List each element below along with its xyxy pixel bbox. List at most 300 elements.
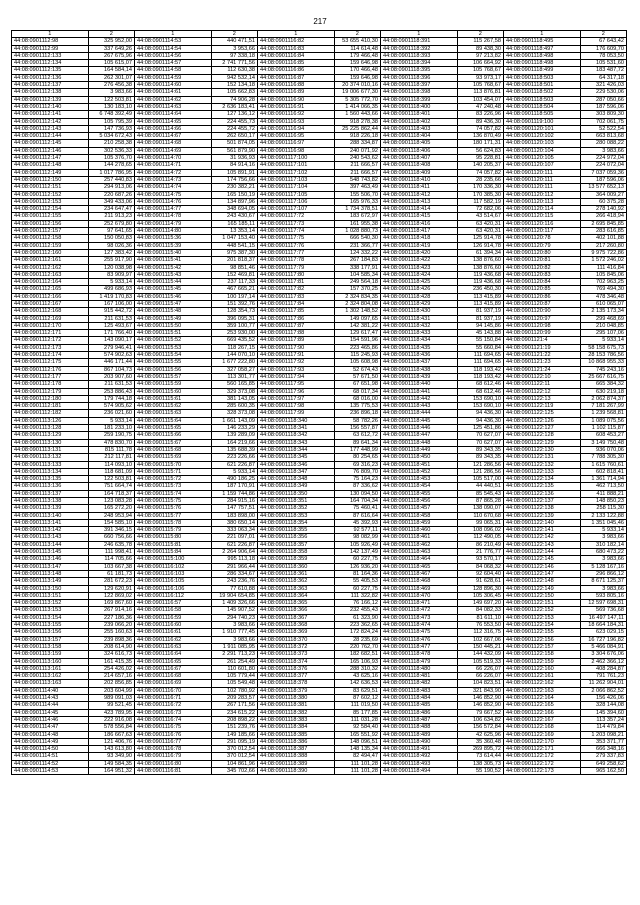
cadastral-number-cell: 44:08:0901118:347: [257, 468, 334, 475]
table-row: [12, 687, 627, 694]
value-cell: 89 438,30: [457, 45, 503, 52]
cadastral-number-cell: 44:08:0901118:407: [380, 155, 457, 162]
value-cell: 262 301,07: [88, 74, 134, 81]
cadastral-number-cell: 44:08:0901115:50: [134, 322, 211, 329]
cadastral-number-cell: 44:08:0901120:97: [503, 315, 580, 322]
value-cell: 74 906,28: [211, 96, 257, 103]
value-cell: 164 584,14: [88, 67, 134, 74]
cadastral-number-cell: 44:08:0901118:383: [257, 716, 334, 723]
value-cell: 25 667 616,75: [580, 373, 626, 380]
cadastral-number-cell: 44:08:0901114:46: [12, 716, 89, 723]
table-row: [12, 636, 627, 643]
cadastral-number-cell: 44:08:0901120:107: [503, 162, 580, 169]
value-cell: 252 679,80: [88, 220, 134, 227]
cadastral-number-cell: 44:08:0901118:494: [380, 767, 457, 774]
cadastral-number-cell: 44:08:0901115:71: [134, 468, 211, 475]
table-row: [12, 169, 627, 176]
value-cell: 97 213,82: [457, 52, 503, 59]
value-cell: 138 876,60: [457, 257, 503, 264]
value-cell: 291 095,19: [211, 738, 257, 745]
value-cell: 574 902,63: [88, 352, 134, 359]
cadastral-number-cell: 44:08:0901112:138: [12, 89, 89, 96]
value-cell: 183 487,72: [580, 67, 626, 74]
value-cell: 5 933,14: [580, 337, 626, 344]
cadastral-number-cell: 44:08:0901122:128: [503, 432, 580, 439]
value-cell: 149 584,35: [88, 760, 134, 767]
value-cell: 81 937,19: [457, 315, 503, 322]
cadastral-number-cell: 44:08:0901112:144: [12, 133, 89, 140]
cadastral-number-cell: 44:08:0901117:102: [257, 169, 334, 176]
value-cell: 1 409 326,66: [211, 600, 257, 607]
value-cell: 61 323,90: [334, 614, 380, 621]
cadastral-number-cell: 44:08:0901122:138: [503, 505, 580, 512]
value-cell: 278 140,92: [580, 206, 626, 213]
value-cell: 156 557,87: [334, 425, 380, 432]
value-cell: 154 591,96: [334, 337, 380, 344]
cadastral-number-cell: 44:08:0901116:77: [134, 738, 211, 745]
cadastral-number-cell: 44:08:0901118:368: [257, 622, 334, 629]
cadastral-number-cell: 44:08:0901113:148: [12, 570, 89, 577]
value-cell: 209 283,57: [211, 695, 257, 702]
value-cell: 254 426,02: [88, 665, 134, 672]
value-cell: 105 891,91: [211, 169, 257, 176]
cadastral-number-cell: 44:08:0901113:152: [12, 600, 89, 607]
cadastral-value-table: [11, 30, 627, 775]
cadastral-number-cell: 44:08:0901118:351: [257, 498, 334, 505]
cadastral-number-cell: 44:08:0901116:64: [134, 651, 211, 658]
value-cell: 80 254,65: [334, 454, 380, 461]
value-cell: 5 305 772,70: [334, 96, 380, 103]
value-cell: 172 824,24: [334, 629, 380, 636]
cadastral-number-cell: 44:08:0901118:448: [380, 439, 457, 446]
cadastral-number-cell: 44:08:0901118:395: [380, 67, 457, 74]
value-cell: 114 614,48: [334, 45, 380, 52]
value-cell: 105 531,60: [580, 60, 626, 67]
cadastral-number-cell: 44:08:0901118:356: [257, 534, 334, 541]
value-cell: 142 636,53: [334, 680, 380, 687]
value-cell: 99 065,31: [457, 519, 503, 526]
value-cell: 187 596,06: [580, 103, 626, 110]
table-row: [12, 308, 627, 315]
cadastral-number-cell: 44:08:0901118:343: [257, 439, 334, 446]
value-cell: 148 096,51: [334, 738, 380, 745]
value-cell: 224 455,73: [211, 118, 257, 125]
value-cell: 142 381,22: [334, 322, 380, 329]
value-cell: 150 050,83: [88, 235, 134, 242]
value-cell: 113 357,24: [580, 716, 626, 723]
value-cell: 106 634,82: [457, 716, 503, 723]
cadastral-number-cell: 44:08:0901117:90: [257, 344, 334, 351]
cadastral-number-cell: 44:08:0901118:474: [380, 622, 457, 629]
table-row: [12, 403, 627, 410]
cadastral-number-cell: 44:08:0901116:92: [257, 111, 334, 118]
value-cell: 222 916,08: [88, 716, 134, 723]
value-cell: 230 382,21: [211, 184, 257, 191]
value-cell: 61 181,73: [88, 570, 134, 577]
value-cell: 105 768,67: [457, 82, 503, 89]
value-cell: 3 953,66: [211, 45, 257, 52]
cadastral-number-cell: 44:08:0901112:153: [12, 198, 89, 205]
value-cell: 13 577 652,13: [580, 184, 626, 191]
value-cell: 164 704,34: [334, 498, 380, 505]
cadastral-number-cell: 44:08:0901112:98: [12, 38, 89, 45]
cadastral-number-cell: 44:08:0901118:449: [380, 446, 457, 453]
value-cell: 149 697,20: [457, 600, 503, 607]
cadastral-number-cell: 44:08:0901114:50: [12, 746, 89, 753]
cadastral-number-cell: 44:08:0901118:451: [380, 461, 457, 468]
cadastral-number-cell: 44:08:0901122:154: [503, 622, 580, 629]
cadastral-number-cell: 44:08:0901116:112: [134, 592, 211, 599]
value-cell: 135 775,53: [334, 403, 380, 410]
cadastral-number-cell: 44:08:0901116:58: [134, 607, 211, 614]
value-cell: 1 414 066,35: [334, 103, 380, 110]
cadastral-number-cell: 44:08:0901117:82: [257, 286, 334, 293]
cadastral-number-cell: 44:08:0901120:84: [503, 279, 580, 286]
table-row: [12, 184, 627, 191]
value-cell: 105 608,98: [334, 359, 380, 366]
value-cell: 112 490,05: [457, 534, 503, 541]
cadastral-number-cell: 44:08:0901118:402: [380, 118, 457, 125]
cadastral-number-cell: 44:08:0901112:178: [12, 381, 89, 388]
cadastral-number-cell: 44:08:0901116:89: [257, 89, 334, 96]
value-cell: 2 066 862,52: [580, 687, 626, 694]
value-cell: 117 582,19: [457, 198, 503, 205]
cadastral-number-cell: 44:08:0901118:396: [380, 74, 457, 81]
value-cell: 100 197,14: [211, 293, 257, 300]
cadastral-number-cell: 44:08:0901118:495: [503, 38, 580, 45]
value-cell: 105 845,06: [580, 271, 626, 278]
cadastral-number-cell: 44:08:0901115:59: [134, 381, 211, 388]
cadastral-number-cell: 44:08:0901115:43: [134, 271, 211, 278]
value-cell: 295 107,06: [580, 330, 626, 337]
value-cell: 223 465,86: [334, 344, 380, 351]
cadastral-number-cell: 44:08:0901112:136: [12, 74, 89, 81]
value-cell: 236 021,60: [88, 410, 134, 417]
cadastral-number-cell: 44:08:0901118:442: [380, 395, 457, 402]
value-cell: 176 609,70: [580, 45, 626, 52]
cadastral-number-cell: 44:08:0901118:505: [503, 111, 580, 118]
value-cell: 396 095,31: [211, 315, 257, 322]
value-cell: 5 034 672,43: [88, 133, 134, 140]
cadastral-number-cell: 44:08:0901114:77: [134, 206, 211, 213]
table-row: [12, 330, 627, 337]
table-row: [12, 585, 627, 592]
value-cell: 181 233,10: [88, 425, 134, 432]
cadastral-number-cell: 44:08:0901118:502: [503, 89, 580, 96]
table-row: [12, 249, 627, 256]
value-cell: 111 998,41: [88, 549, 134, 556]
cadastral-number-cell: 44:08:0901118:348: [257, 476, 334, 483]
cadastral-number-cell: 44:08:0901118:418: [380, 235, 457, 242]
value-cell: 2 695 845,85: [580, 220, 626, 227]
table-row: [12, 322, 627, 329]
value-cell: 234 647,47: [88, 206, 134, 213]
value-cell: 1 361 714,94: [580, 476, 626, 483]
value-cell: 78 053,50: [580, 52, 626, 59]
cadastral-number-cell: 44:08:0901115:48: [134, 308, 211, 315]
cadastral-number-cell: 44:08:0901118:429: [380, 300, 457, 307]
value-cell: 60 227,75: [334, 556, 380, 563]
cadastral-number-cell: 44:08:0901118:493: [380, 760, 457, 767]
table-row: [12, 235, 627, 242]
value-cell: 148 135,34: [334, 746, 380, 753]
value-cell: 89 436,30: [457, 118, 503, 125]
cadastral-number-cell: 44:08:0901118:400: [380, 103, 457, 110]
value-cell: 5 933,14: [88, 279, 134, 286]
cadastral-number-cell: 44:08:0901122:169: [503, 731, 580, 738]
value-cell: 130 183,10: [88, 103, 134, 110]
value-cell: 3 983,66: [580, 556, 626, 563]
value-cell: 867 104,73: [88, 366, 134, 373]
table-body: [12, 38, 627, 775]
page-number: 217: [313, 17, 327, 26]
cadastral-number-cell: 44:08:0901118:497: [503, 45, 580, 52]
value-cell: 28 153 786,56: [580, 352, 626, 359]
value-cell: 287 050,66: [580, 96, 626, 103]
value-cell: 1 203 098,21: [580, 731, 626, 738]
value-cell: 918 226,18: [334, 133, 380, 140]
cadastral-number-cell: 44:08:0901115:47: [134, 300, 211, 307]
value-cell: 915 442,72: [88, 308, 134, 315]
cadastral-number-cell: 44:08:0901114:62: [134, 96, 211, 103]
header-cell: 1: [12, 31, 89, 38]
value-cell: 574 905,62: [88, 403, 134, 410]
cadastral-number-cell: 44:08:0901114:48: [12, 731, 89, 738]
value-cell: 165 272,20: [88, 505, 134, 512]
value-cell: 224 972,04: [580, 155, 626, 162]
cadastral-number-cell: 44:08:0901118:472: [380, 607, 457, 614]
value-cell: 76 809,70: [334, 468, 380, 475]
cadastral-number-cell: 44:08:0901114:74: [134, 184, 211, 191]
value-cell: 211 666,57: [334, 169, 380, 176]
value-cell: 1 351 045,46: [580, 519, 626, 526]
cadastral-number-cell: 44:08:0901117:78: [257, 257, 334, 264]
value-cell: 1 615 760,61: [580, 461, 626, 468]
cadastral-number-cell: 44:08:0901115:36: [134, 235, 211, 242]
value-cell: 448 541,15: [211, 242, 257, 249]
cadastral-number-cell: 44:08:0901120:98: [503, 322, 580, 329]
cadastral-number-cell: 44:08:0901114:73: [134, 176, 211, 183]
cadastral-number-cell: 44:08:0901118:369: [257, 629, 334, 636]
cadastral-number-cell: 44:08:0901112:152: [12, 191, 89, 198]
cadastral-number-cell: 44:08:0901112:156: [12, 220, 89, 227]
value-cell: 28 235,66: [457, 176, 503, 183]
cadastral-number-cell: 44:08:0901118:464: [380, 556, 457, 563]
table-row: [12, 534, 627, 541]
cadastral-number-cell: 44:08:0901118:447: [380, 432, 457, 439]
cadastral-number-cell: 44:08:0901116:93: [257, 118, 334, 125]
value-cell: 98 082,99: [334, 534, 380, 541]
cadastral-number-cell: 44:08:0901113:131: [12, 446, 89, 453]
value-cell: 2 462 366,12: [580, 658, 626, 665]
value-cell: 112 316,75: [457, 629, 503, 636]
value-cell: 370 012,54: [211, 753, 257, 760]
value-cell: 74 057,82: [457, 169, 503, 176]
value-cell: 467 665,21: [211, 286, 257, 293]
value-cell: 288 310,32: [334, 665, 380, 672]
value-cell: 291 966,44: [211, 563, 257, 570]
table-row: [12, 162, 627, 169]
value-cell: 261 254,49: [211, 658, 257, 665]
table-row: [12, 228, 627, 235]
cadastral-number-cell: 44:08:0901115:60: [134, 388, 211, 395]
cadastral-number-cell: 44:08:0901118:387: [257, 746, 334, 753]
cadastral-number-cell: 44:08:0901118:415: [380, 213, 457, 220]
cadastral-number-cell: 44:08:0901118:419: [380, 242, 457, 249]
value-cell: 164 219,66: [211, 439, 257, 446]
table-row: [12, 629, 627, 636]
cadastral-number-cell: 44:08:0901116:82: [257, 38, 334, 45]
cadastral-number-cell: 44:08:0901116:84: [257, 52, 334, 59]
value-cell: 259 190,75: [88, 432, 134, 439]
cadastral-number-cell: 44:08:0901118:453: [380, 476, 457, 483]
value-cell: 63 420,31: [457, 220, 503, 227]
header-cell: 2: [457, 31, 503, 38]
value-cell: 499 686,93: [88, 286, 134, 293]
value-cell: 663 813,68: [580, 133, 626, 140]
value-cell: 145 907,52: [211, 607, 257, 614]
table-row: [12, 206, 627, 213]
value-cell: 164 951,32: [88, 767, 134, 774]
value-cell: 224 455,72: [211, 125, 257, 132]
cadastral-number-cell: 44:08:0901119:100: [503, 118, 580, 125]
value-cell: 9 975 722,86: [580, 249, 626, 256]
cadastral-number-cell: 44:08:0901118:363: [257, 585, 334, 592]
cadastral-number-cell: 44:08:0901117:81: [257, 279, 334, 286]
value-cell: 1 017 786,95: [88, 169, 134, 176]
value-cell: 122 503,81: [88, 476, 134, 483]
cadastral-number-cell: 44:08:0901118:357: [257, 541, 334, 548]
value-cell: 43 514,67: [457, 213, 503, 220]
cadastral-number-cell: 44:08:0901118:355: [257, 527, 334, 534]
table-row: [12, 658, 627, 665]
value-cell: 666 348,16: [580, 746, 626, 753]
value-cell: 115 267,58: [457, 38, 503, 45]
value-cell: 353 371,77: [580, 738, 626, 745]
table-row: [12, 476, 627, 483]
value-cell: 57 671,50: [334, 373, 380, 380]
header-cell: 1: [380, 31, 457, 38]
cadastral-number-cell: 44:08:0901120:116: [503, 220, 580, 227]
cadastral-number-cell: 44:08:0901114:45: [12, 709, 89, 716]
cadastral-number-cell: 44:08:0901115:66: [134, 432, 211, 439]
value-cell: 2 636 183,41: [211, 103, 257, 110]
table-row: [12, 125, 627, 132]
value-cell: 53 655 410,30: [334, 38, 380, 45]
cadastral-number-cell: 44:08:0901116:95: [257, 133, 334, 140]
value-cell: 68 017,34: [334, 388, 380, 395]
value-cell: 229 530,06: [580, 89, 626, 96]
cadastral-number-cell: 44:08:0901114:56: [134, 52, 211, 59]
header-cell: 1: [134, 31, 211, 38]
cadastral-number-cell: 44:08:0901114:76: [134, 198, 211, 205]
value-cell: 84 914,16: [211, 162, 257, 169]
value-cell: 602 818,41: [580, 468, 626, 475]
cadastral-number-cell: 44:08:0901115:64: [134, 417, 211, 424]
cadastral-number-cell: 44:08:0901117:77: [257, 249, 334, 256]
cadastral-number-cell: 44:08:0901118:384: [257, 724, 334, 731]
cadastral-number-cell: 44:08:0901118:473: [380, 614, 457, 621]
cadastral-number-cell: 44:08:0901112:169: [12, 315, 89, 322]
header-cell: 1: [503, 31, 580, 38]
value-cell: 3 983,66: [580, 585, 626, 592]
cadastral-number-cell: 44:08:0901120:113: [503, 198, 580, 205]
table-row: [12, 264, 627, 271]
cadastral-number-cell: 44:08:0901118:342: [257, 432, 334, 439]
value-cell: 153 690,10: [457, 395, 503, 402]
value-cell: 81 937,19: [457, 308, 503, 315]
cadastral-number-cell: 44:08:0901118:477: [380, 643, 457, 650]
table-row: [12, 359, 627, 366]
value-cell: 1 661 143,09: [211, 417, 257, 424]
value-cell: 201 818,37: [211, 257, 257, 264]
value-cell: 84 068,32: [457, 563, 503, 570]
cadastral-number-cell: 44:08:0901118:376: [257, 665, 334, 672]
value-cell: 104 823,51: [457, 680, 503, 687]
cadastral-number-cell: 44:08:0901121:23: [503, 359, 580, 366]
cadastral-number-cell: 44:08:0901120:114: [503, 206, 580, 213]
value-cell: 294 913,06: [88, 184, 134, 191]
table-row: [12, 198, 627, 205]
value-cell: 82 494,47: [334, 753, 380, 760]
value-cell: 302 536,33: [88, 147, 134, 154]
cadastral-number-cell: 44:08:0901118:469: [380, 585, 457, 592]
value-cell: 98 026,36: [88, 242, 134, 249]
value-cell: 279 946,41: [88, 344, 134, 351]
table-row: [12, 680, 627, 687]
cadastral-number-cell: 44:08:0901116:87: [257, 74, 334, 81]
header-cell: 2: [580, 31, 626, 38]
value-cell: 105 615,07: [88, 60, 134, 67]
cadastral-number-cell: 44:08:0901115:57: [134, 373, 211, 380]
cadastral-number-cell: 44:08:0901118:404: [380, 133, 457, 140]
cadastral-number-cell: 44:08:0901122:153: [503, 614, 580, 621]
value-cell: 91 628,61: [457, 578, 503, 585]
cadastral-number-cell: 44:08:0901117:87: [257, 322, 334, 329]
cadastral-number-cell: 44:08:0901114:72: [134, 169, 211, 176]
value-cell: 149 097,65: [334, 315, 380, 322]
cadastral-number-cell: 44:08:0901118:403: [380, 125, 457, 132]
cadastral-number-cell: 44:08:0901113:154: [12, 614, 89, 621]
value-cell: 1 911 085,95: [211, 643, 257, 650]
cadastral-number-cell: 44:08:0901118:446: [380, 425, 457, 432]
value-cell: 936 070,06: [580, 446, 626, 453]
value-cell: 217 260,80: [580, 242, 626, 249]
cadastral-number-cell: 44:08:0901118:432: [380, 322, 457, 329]
cadastral-number-cell: 44:08:0901116:88: [257, 82, 334, 89]
cadastral-number-cell: 44:08:0901120:85: [503, 286, 580, 293]
value-cell: 223 226,66: [211, 454, 257, 461]
cadastral-number-cell: 44:08:0901116:106: [134, 585, 211, 592]
cadastral-number-cell: 44:08:0901118:481: [380, 673, 457, 680]
cadastral-number-cell: 44:08:0901122:13: [503, 395, 580, 402]
value-cell: 95 228,81: [457, 155, 503, 162]
cadastral-number-cell: 44:08:0901113:158: [12, 643, 89, 650]
cadastral-number-cell: 44:08:0901118:422: [380, 257, 457, 264]
cadastral-number-cell: 44:08:0901118:503: [503, 74, 580, 81]
table-row: [12, 643, 627, 650]
cadastral-number-cell: 44:08:0901118:450: [380, 454, 457, 461]
cadastral-number-cell: 44:08:0901118:492: [380, 753, 457, 760]
cadastral-number-cell: 44:08:0901114:65: [134, 118, 211, 125]
cadastral-number-cell: 44:08:0901118:365: [257, 600, 334, 607]
cadastral-number-cell: 44:08:0901118:388: [257, 753, 334, 760]
table-row: [12, 38, 627, 45]
cadastral-number-cell: 44:08:0901118:378: [257, 680, 334, 687]
cadastral-number-cell: 44:08:0901122:147: [503, 570, 580, 577]
value-cell: 77 610,88: [211, 585, 257, 592]
value-cell: 85 545,43: [457, 490, 503, 497]
